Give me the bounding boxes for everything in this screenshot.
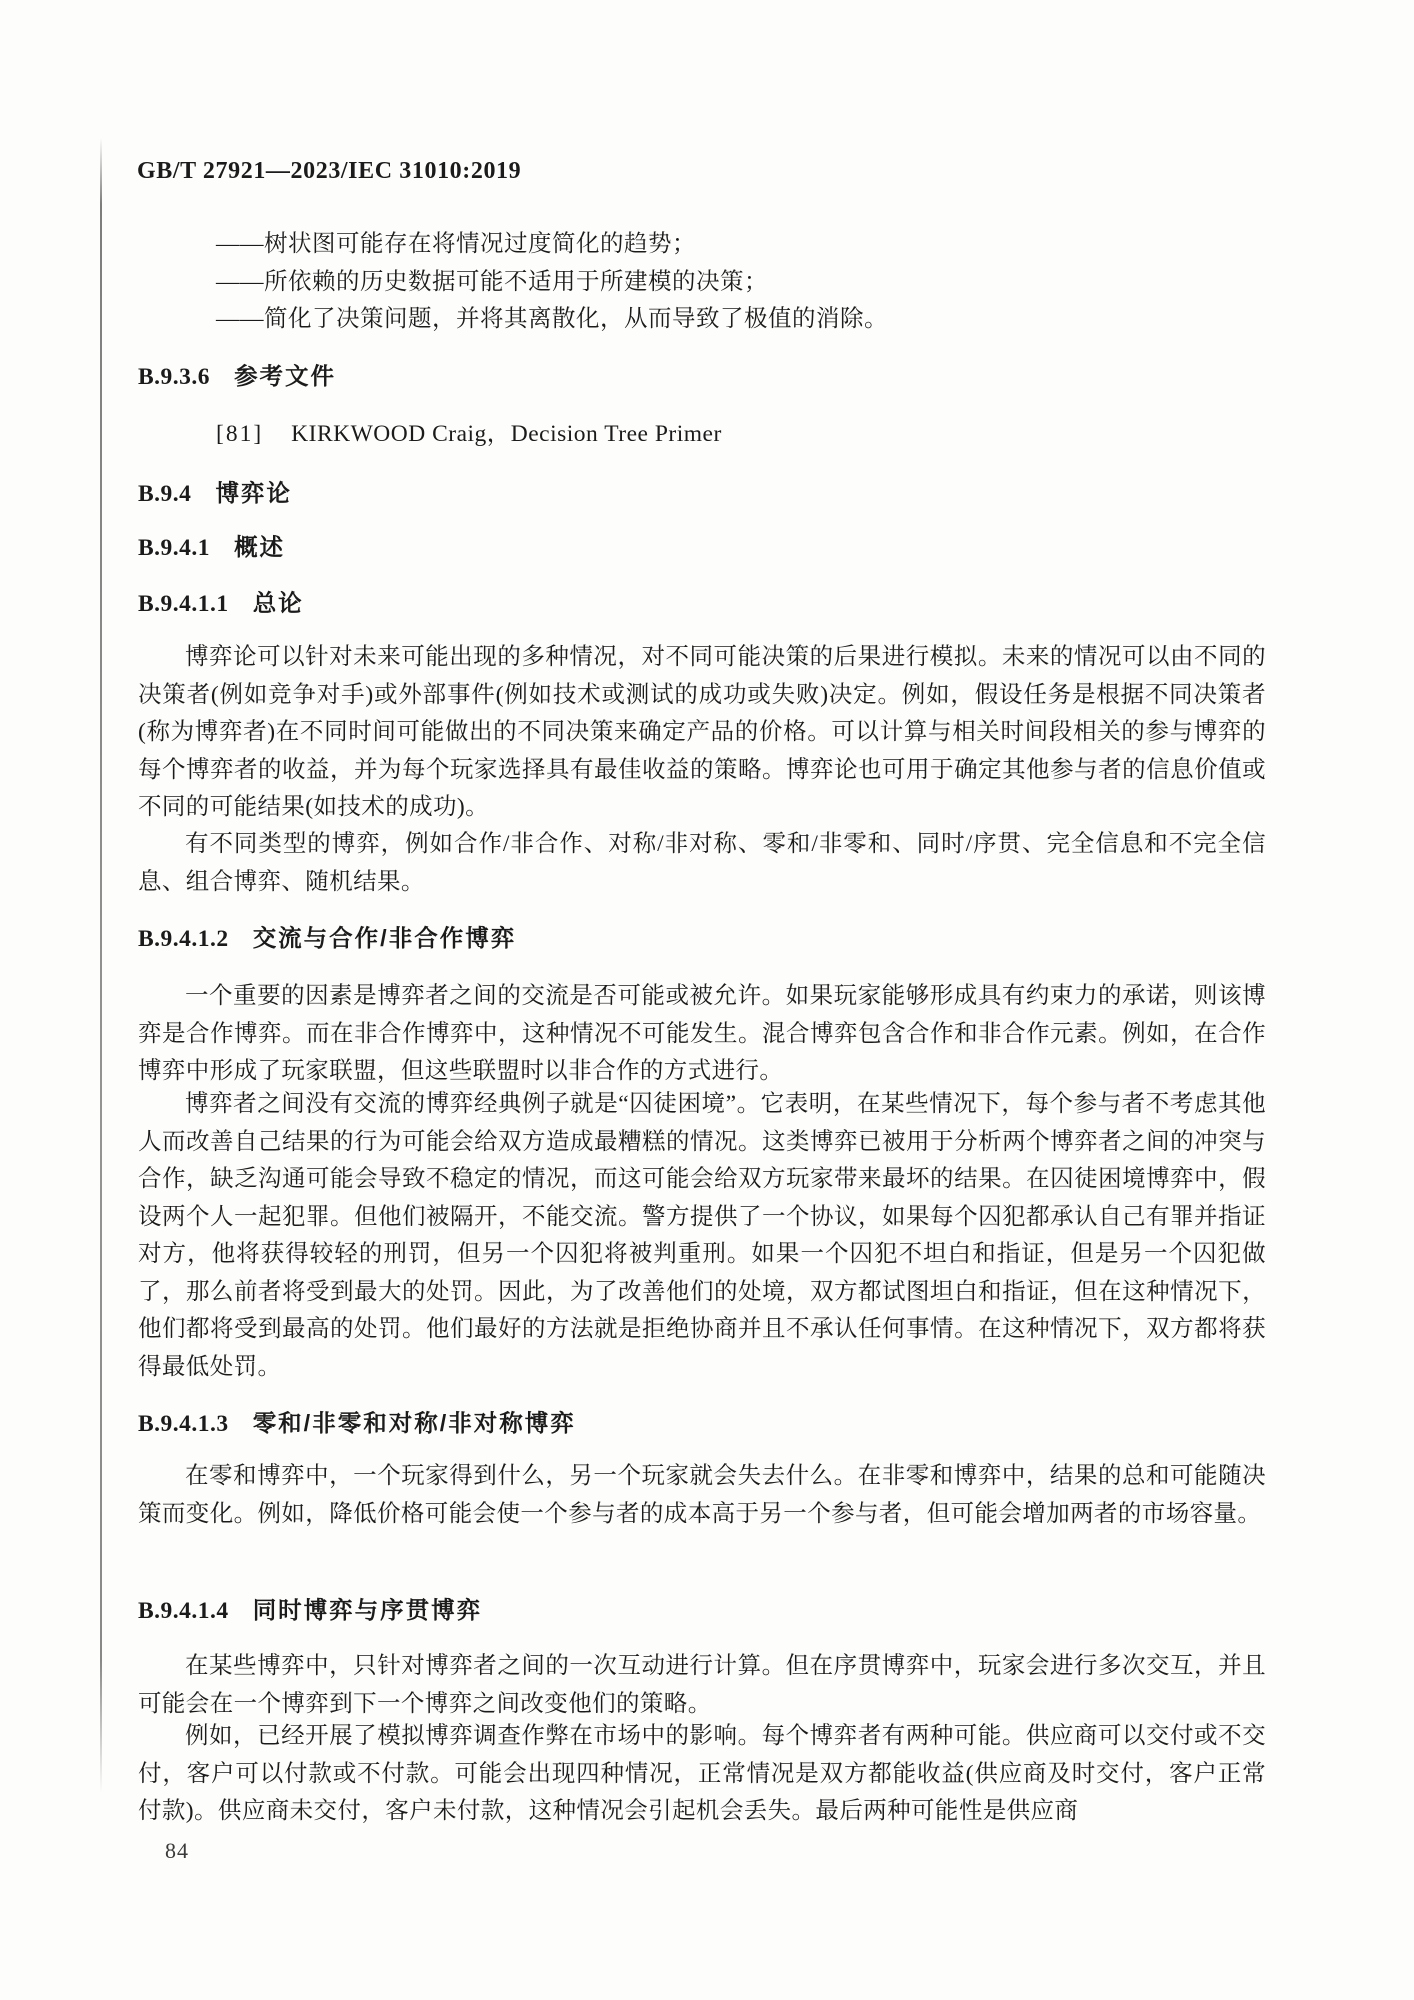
bullet-item: ——所依赖的历史数据可能不适用于所建模的决策； bbox=[216, 268, 768, 295]
section-number: B.9.4.1.1 bbox=[138, 591, 229, 617]
section-number: B.9.4 bbox=[138, 481, 192, 507]
section-number: B.9.3.6 bbox=[138, 364, 211, 390]
section-heading-b9414 bbox=[138, 1591, 482, 1625]
paragraph: 有不同类型的博弈，例如合作/非合作、对称/非对称、零和/非零和、同时/序贯、完全信息和不完全信息、组合博弈、随机结果。 bbox=[138, 831, 1266, 895]
section-number: B.9.4.1.3 bbox=[138, 1411, 229, 1437]
section-number: B.9.4.1.2 bbox=[138, 926, 229, 952]
paragraph: 一个重要的因素是博弈者之间的交流是否可能或被允许。如果玩家能够形成具有约束力的承诺，则该博弈是合作博弈。而在非合作博弈中，这种情况不可能发生。混合博弈包含合作和非合作元素。例如，在合作博弈中形成了玩家联盟，但这些联盟时以非合作的方式进行。 bbox=[138, 983, 1266, 1084]
section-heading-b936 bbox=[138, 357, 336, 391]
limitations-bullet-list bbox=[216, 226, 1276, 339]
paragraph: 博弈论可以针对未来可能出现的多种情况，对不同可能决策的后果进行模拟。未来的情况可以由不同的决策者(例如竞争对手)或外部事件(例如技术或测试的成功或失败)决定。例如，假设任务是根据不同决策者(称为博弈者)在不同时间可能做出的不同决策来确定产品的价格。可以计算与相关时间段相关的参与博弈的每个博弈者的收益，并为每个玩家选择具有最佳收益的策略。博弈论也可用于确定其他参与者的信息价值或不同的可能结果(如技术的成功)。 bbox=[138, 644, 1266, 820]
reference-item bbox=[216, 414, 722, 448]
section-heading-b9412 bbox=[138, 919, 516, 953]
bullet-item: ——树状图可能存在将情况过度简化的趋势； bbox=[216, 231, 696, 257]
paragraph: 博弈者之间没有交流的博弈经典例子就是“囚徒困境”。它表明，在某些情况下，每个参与者不考虑其他人而改善自己结果的行为可能会给双方造成最糟糕的情况。这类博弈已被用于分析两个博弈者之间的冲突与合作，缺乏沟通可能会导致不稳定的情况，而这可能会给双方玩家带来最坏的结果。在囚徒困境博弈中，假设两个人一起犯罪。但他们被隔开，不能交流。警方提供了一个协议，如果每个囚犯都承认自己有罪并指证对方，他将获得较轻的刑罚，但另一个囚犯将被判重刑。如果一个囚犯不坦白和指证，但是另一个囚犯做了，那么前者将受到最大的处罚。因此，为了改善他们的处境，双方都试图坦白和指证，但在这种情况下，他们都将受到最高的处罚。他们最好的方法就是拒绝协商并且不承认任何事情。在这种情况下，双方都将获得最低处罚。 bbox=[138, 1091, 1266, 1380]
section-heading-b9413 bbox=[138, 1404, 576, 1438]
section-title: 总论 bbox=[252, 590, 304, 616]
scan-fold-line bbox=[100, 138, 102, 1793]
section-title: 博弈论 bbox=[215, 480, 292, 506]
section-heading-b9411 bbox=[138, 584, 304, 618]
section-heading-b941 bbox=[138, 528, 285, 562]
section-title: 参考文件 bbox=[234, 363, 337, 389]
section-number: B.9.4.1.4 bbox=[138, 1598, 229, 1624]
reference-text: KIRKWOOD Craig，Decision Tree Primer bbox=[291, 421, 722, 447]
page-number: 84 bbox=[165, 1838, 189, 1863]
reference-label: [81] bbox=[216, 421, 264, 447]
section-title: 同时博弈与序贯博弈 bbox=[252, 1597, 483, 1623]
section-heading-b94 bbox=[138, 474, 292, 508]
bullet-item: ——简化了决策问题，并将其离散化，从而导致了极值的消除。 bbox=[216, 306, 888, 332]
section-title: 交流与合作/非合作博弈 bbox=[252, 925, 517, 951]
section-number: B.9.4.1 bbox=[138, 535, 211, 561]
document-header: GB/T 27921—2023/IEC 31010:2019 bbox=[137, 158, 522, 184]
paragraph: 在某些博弈中，只针对博弈者之间的一次互动进行计算。但在序贯博弈中，玩家会进行多次交互，并且可能会在一个博弈到下一个博弈之间改变他们的策略。 bbox=[138, 1653, 1266, 1717]
paragraph: 在零和博弈中，一个玩家得到什么，另一个玩家就会失去什么。在非零和博弈中，结果的总和可能随决策而变化。例如，降低价格可能会使一个参与者的成本高于另一个参与者，但可能会增加两者的市场容量。 bbox=[138, 1463, 1266, 1527]
section-title: 概述 bbox=[234, 534, 286, 560]
section-title: 零和/非零和对称/非对称博弈 bbox=[252, 1410, 576, 1436]
paragraph: 例如，已经开展了模拟博弈调查作弊在市场中的影响。每个博弈者有两种可能。供应商可以交付或不交付，客户可以付款或不付款。可能会出现四种情况，正常情况是双方都能收益(供应商及时交付，客户正常付款)。供应商未交付，客户未付款，这种情况会引起机会丢失。最后两种可能性是供应商 bbox=[138, 1723, 1266, 1824]
